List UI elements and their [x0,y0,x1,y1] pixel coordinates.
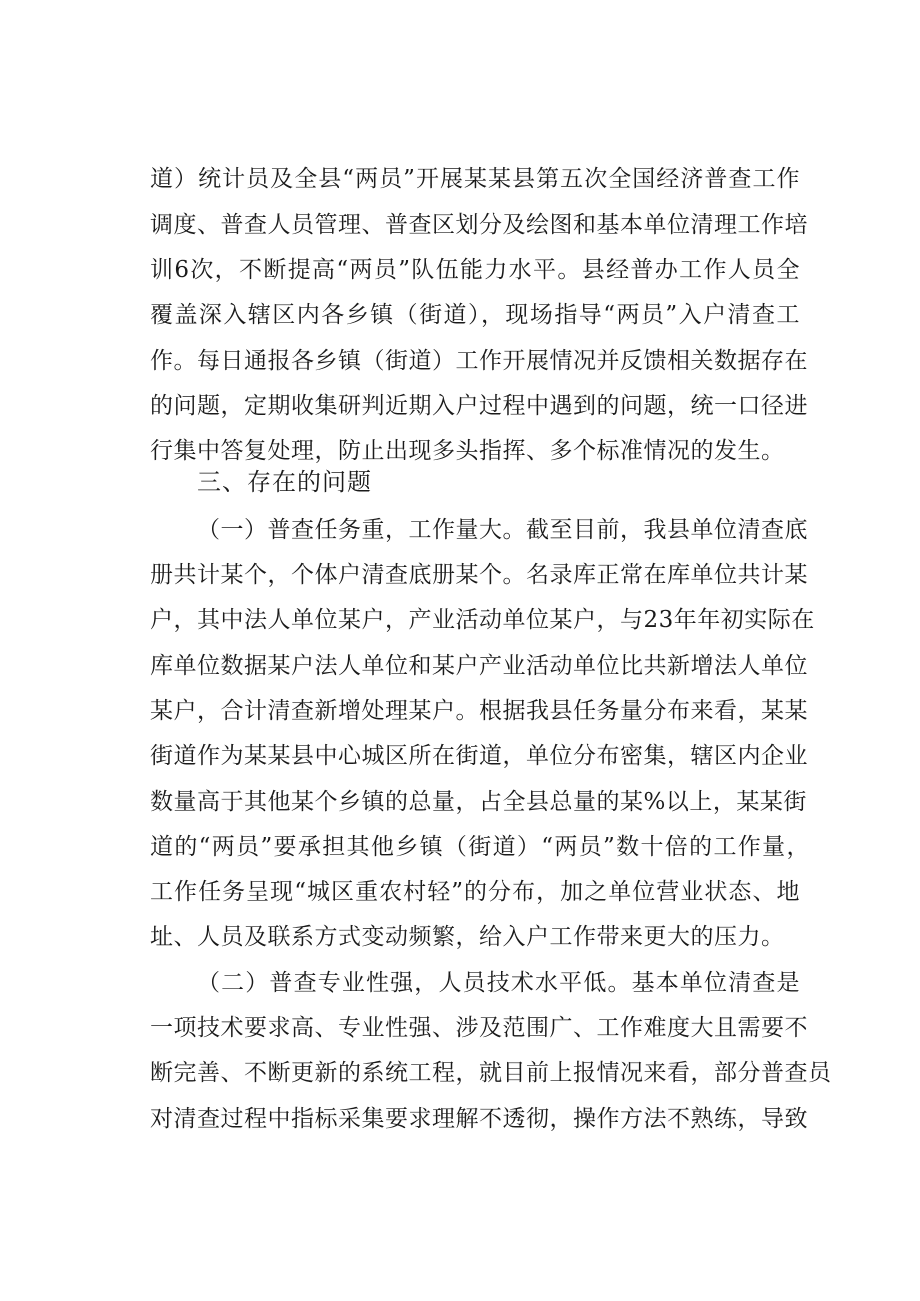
text-line: 作。每日通报各乡镇（街道）工作开展情况并反馈相关数据存在 [150,348,808,374]
text-line: 调度、普查人员管理、普查区划分及绘图和基本单位清理工作培 [150,212,808,238]
text-line: 工作任务呈现“城区重农村轻”的分布，加之单位营业状态、地 [150,879,800,905]
text-line: 街道作为某某县中心城区所在街道，单位分布密集，辖区内企业 [150,743,808,769]
text-line: 覆盖深入辖区内各乡镇（街道），现场指导“两员”入户清查工 [150,302,800,328]
text-line: 训6次，不断提高“两员”队伍能力水平。县经普办工作人员全 [150,257,800,283]
text-line: 道的“两员”要承担其他乡镇（街道）“两员”数十倍的工作量， [150,834,810,860]
section-heading: 三、存在的问题 [197,468,372,496]
text-line: （二）普查专业性强，人员技术水平低。基本单位清查是 [197,970,800,996]
text-line: 的问题，定期收集研判近期入户过程中遇到的问题，统一口径进 [150,393,808,419]
text-line: 址、人员及联系方式变动频繁，给入户工作带来更大的压力。 [150,924,785,950]
text-line: （一）普查任务重，工作量大。截至目前，我县单位清查底 [197,517,808,543]
text-line: 一项技术要求高、专业性强、涉及范围广、工作难度大且需要不 [150,1015,808,1041]
text-line: 断完善、不断更新的系统工程，就目前上报情况来看，部分普查员 [150,1060,832,1086]
text-line: 库单位数据某户法人单位和某户产业活动单位比共新增法人单位 [150,653,808,679]
text-line: 数量高于其他某个乡镇的总量，占全县总量的某%以上，某某街 [150,789,807,815]
text-line: 对清查过程中指标采集要求理解不透彻，操作方法不熟练，导致 [150,1106,808,1132]
text-line: 册共计某个，个体户清查底册某个。名录库正常在库单位共计某 [150,562,808,588]
text-line: 户，其中法人单位某户，产业活动单位某户，与23年年初实际在 [150,607,815,633]
text-line: 某户，合计清查新增处理某户。根据我县任务量分布来看，某某 [150,698,808,724]
text-line: 行集中答复处理，防止出现多头指挥、多个标准情况的发生。 [150,438,785,464]
text-line: 道）统计员及全县“两员”开展某某县第五次全国经济普查工作 [150,166,800,192]
